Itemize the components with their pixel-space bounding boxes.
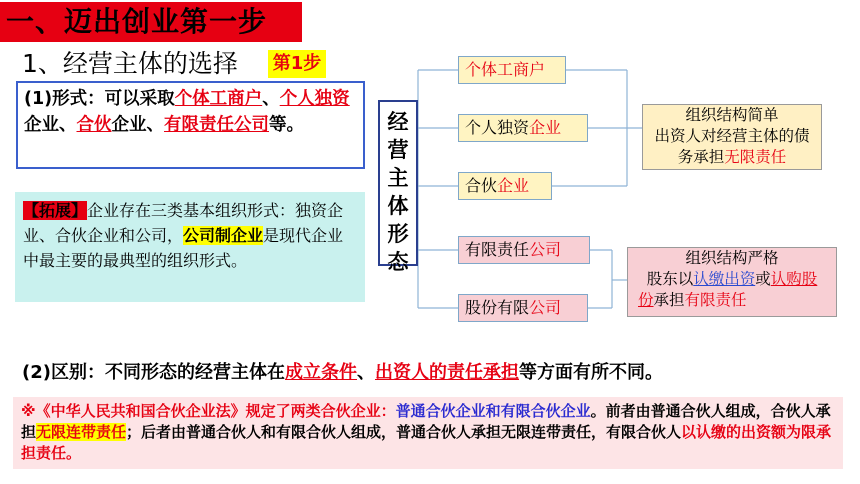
note-title: 组织结构严格: [685, 249, 779, 267]
vertical-char: 营: [387, 138, 409, 162]
business-form-label: [378, 100, 418, 274]
form-label: 合伙: [465, 176, 498, 195]
note-title: 组织结构简单: [685, 106, 779, 124]
note-line: 务承担无限责任: [677, 148, 787, 166]
vertical-char: 态: [387, 250, 409, 274]
vertical-char: 形: [387, 222, 409, 246]
form-suffix: 等。: [269, 115, 304, 135]
form-sole-proprietorship: [458, 114, 588, 142]
vertical-char: 主: [387, 166, 409, 190]
form-item-partnership: 合伙: [76, 115, 112, 135]
form-mid: 企业、: [24, 115, 77, 135]
form-joint-stock: [458, 294, 588, 322]
strict-structure-note: [627, 247, 837, 317]
form-label: 个人独资: [465, 118, 530, 137]
partnership-law-note: ※《中华人民共和国合伙企业法》规定了两类合伙企业：普通合伙企业和有限合伙企业。前者由普通合伙人组成，合伙人承担无限连带责任；后者由普通合伙人和有限合伙人组成，普通合伙人承担无限连带责任，有限合伙人以认缴的出资额为限承担责任。: [13, 397, 843, 469]
form-item-llc: 有限责任公司: [164, 115, 269, 135]
vertical-char: 体: [387, 194, 409, 218]
form-label-red: 公司: [529, 240, 562, 259]
form-partnership: [458, 172, 552, 200]
form-mid: 企业、: [111, 115, 164, 135]
form-label: 股份有限: [465, 298, 530, 317]
form-label-red: 个体工商户: [465, 60, 546, 79]
form-item-sole: 个人独资: [279, 89, 350, 109]
form-label-red: 企业: [529, 118, 562, 137]
form-limited-liability: [458, 236, 590, 264]
expand-text: 是现代企业中最主要的最典型的组织形式。: [23, 226, 344, 270]
form-prefix: (1)形式：可以采取: [24, 89, 175, 109]
note-line: 股东以认缴出资或认购股: [646, 270, 818, 288]
difference-statement: (2)区别：不同形态的经营主体在成立条件、出资人的责任承担等方面有所不同。: [22, 362, 663, 383]
expand-tag: 【拓展】: [23, 201, 88, 220]
step-badge: 第1步: [268, 50, 326, 78]
page-title: 一、迈出创业第一步: [0, 2, 302, 42]
vertical-char: 经: [387, 110, 409, 134]
note-line: 份承担有限责任: [638, 291, 747, 309]
form-individual-household: [458, 56, 566, 84]
form-label-red: 公司: [529, 298, 562, 317]
simple-structure-note: [642, 104, 822, 170]
form-item-individual: 个体工商户: [174, 89, 263, 109]
section-subtitle: 1、经营主体的选择: [22, 49, 238, 78]
note-line: 出资人对经营主体的债: [654, 127, 810, 145]
expand-highlight: 公司制企业: [183, 226, 264, 245]
form-label-red: 企业: [497, 176, 530, 195]
expand-text: 企业存在三类基本组织形式：独资企业、合伙企业和公司，: [23, 201, 344, 245]
form-label: 有限责任: [465, 240, 530, 259]
form-sep: 、: [262, 89, 280, 109]
